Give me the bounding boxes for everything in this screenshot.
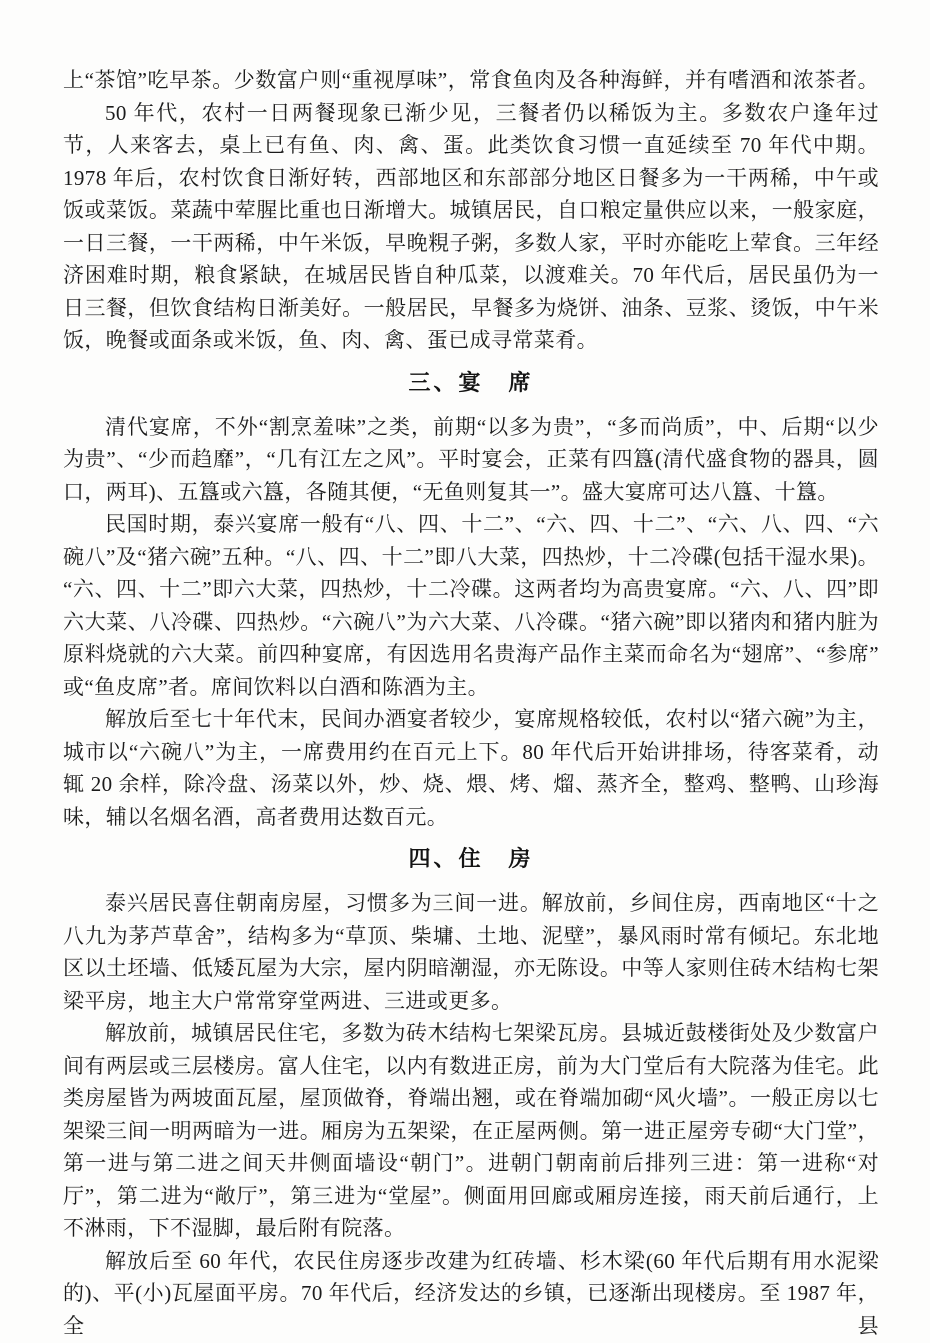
paragraph-town-housing: 解放前，城镇居民住宅，多数为砖木结构七架梁瓦房。县城近鼓楼街处及少数富户间有两层或三层楼房。富人住宅，以内有数进正房，前为大门堂后有大院落为佳宅。此类房屋皆为两坡面瓦屋，屋顶做脊，脊端出翘，或在脊端加砌“风火墙”。一般正房以七架梁三间一明两暗为一进。厢房为五架梁，在正屋两侧。第一进正屋旁专砌“大门堂”，第一进与第二进之间天井侧面墙设“朝门”。进朝门朝南前后排列三进：第一进称“对厅”，第二进为“敞厅”，第三进为“堂屋”。侧面用回廊或厢房连接，雨天前后通行，上不淋雨，下不湿脚，最后附有院落。 bbox=[63, 1021, 879, 1240]
section-heading-banquet: 三、宴 席 bbox=[408, 369, 534, 395]
paragraph-teahouse-continuation: 上“茶馆”吃早茶。少数富户则“重视厚味”，常食鱼肉及各种海鲜，并有嗜酒和浓茶者。 bbox=[63, 68, 879, 92]
paragraph-postliberation-banquet: 解放后至七十年代末，民间办酒宴者较少，宴席规格较低，农村以“猪六碗”为主，城市以“六碗八”为主，一席费用约在百元上下。80 年代后开始讲排场，待客菜肴，动辄 20 余样，除冷盘、汤菜以外，炒、烧、煨、烤、熘、蒸齐全，整鸡、整鸭、山珍海味，辅以名烟名酒，高者费用达数百元。 bbox=[63, 707, 879, 829]
paragraph-rural-housing: 泰兴居民喜住朝南房屋，习惯多为三间一进。解放前，乡间住房，西南地区“十之八九为茅芦草舍”，结构多为“草顶、柴墉、土地、泥壁”，暴风雨时常有倾圮。东北地区以土坯墙、低矮瓦屋为大宗，屋内阴暗潮湿，亦无陈设。中等人家则住砖木结构七架梁平房，地主大户常常穿堂两进、三进或更多。 bbox=[63, 891, 879, 1013]
section-heading-housing: 四、住 房 bbox=[408, 846, 534, 871]
page-content bbox=[63, 64, 879, 1342]
paragraph-postliberation-housing: 解放后至 60 年代，农民住房逐步改建为红砖墙、杉木梁(60 年代后期有用水泥梁的)、平(小)瓦屋面平房。70 年代后，经济发达的乡镇，已逐渐出现楼房。至 1987 年，全县 bbox=[63, 1248, 879, 1338]
paragraph-1950s-meals: 50 年代，农村一日两餐现象已渐少见，三餐者仍以稀饭为主。多数农户逢年过节，人来客去，桌上已有鱼、肉、禽、蛋。此类饮食习惯一直延续至 70 年代中期。1978 年后，农村饮食日渐好转，西部地区和东部部分地区日餐多为一干两稀，中午或饭或菜饭。菜蔬中荤腥比重也日渐增大。城镇居民，自口粮定量供应以来，一般家庭，一日三餐，一干两稀，中午米饭，早晚粯子粥，多数人家，平时亦能吃上荤食。三年经济困难时期，粮食紧缺，在城居民皆自种瓜菜，以渡难关。70 年代后，居民虽仍为一日三餐，但饮食结构日渐美好。一般居民，早餐多为烧饼、油条、豆浆、烫饭，中午米饭，晚餐或面条或米饭，鱼、肉、禽、蛋已成寻常菜肴。 bbox=[63, 100, 879, 352]
paragraph-qing-banquet: 清代宴席，不外“割烹羞味”之类，前期“以多为贵”，“多而尚质”，中、后期“以少为贵”、“少而趋靡”，“几有江左之风”。平时宴会，正菜有四簋(清代盛食物的器具，圆口，两耳)、五簋或六簋，各随其便，“无鱼则复其一”。盛大宴席可达八簋、十簋。 bbox=[63, 414, 879, 504]
paragraph-republic-banquet: 民国时期，泰兴宴席一般有“八、四、十二”、“六、四、十二”、“六、八、四、“六碗八”及“猪六碗”五种。“八、四、十二”即八大菜，四热炒，十二冷碟(包括干湿水果)。“六、四、十二”即六大菜，四热炒，十二冷碟。这两者均为高贵宴席。“六、八、四”即六大菜、八冷碟、四热炒。“六碗八”为六大菜、八冷碟。“猪六碗”即以猪肉和猪内脏为原料烧就的六大菜。前四种宴席，有因选用名贵海产品作主菜而命名为“翅席”、“参席”或“鱼皮席”者。席间饮料以白酒和陈酒为主。 bbox=[63, 512, 879, 699]
